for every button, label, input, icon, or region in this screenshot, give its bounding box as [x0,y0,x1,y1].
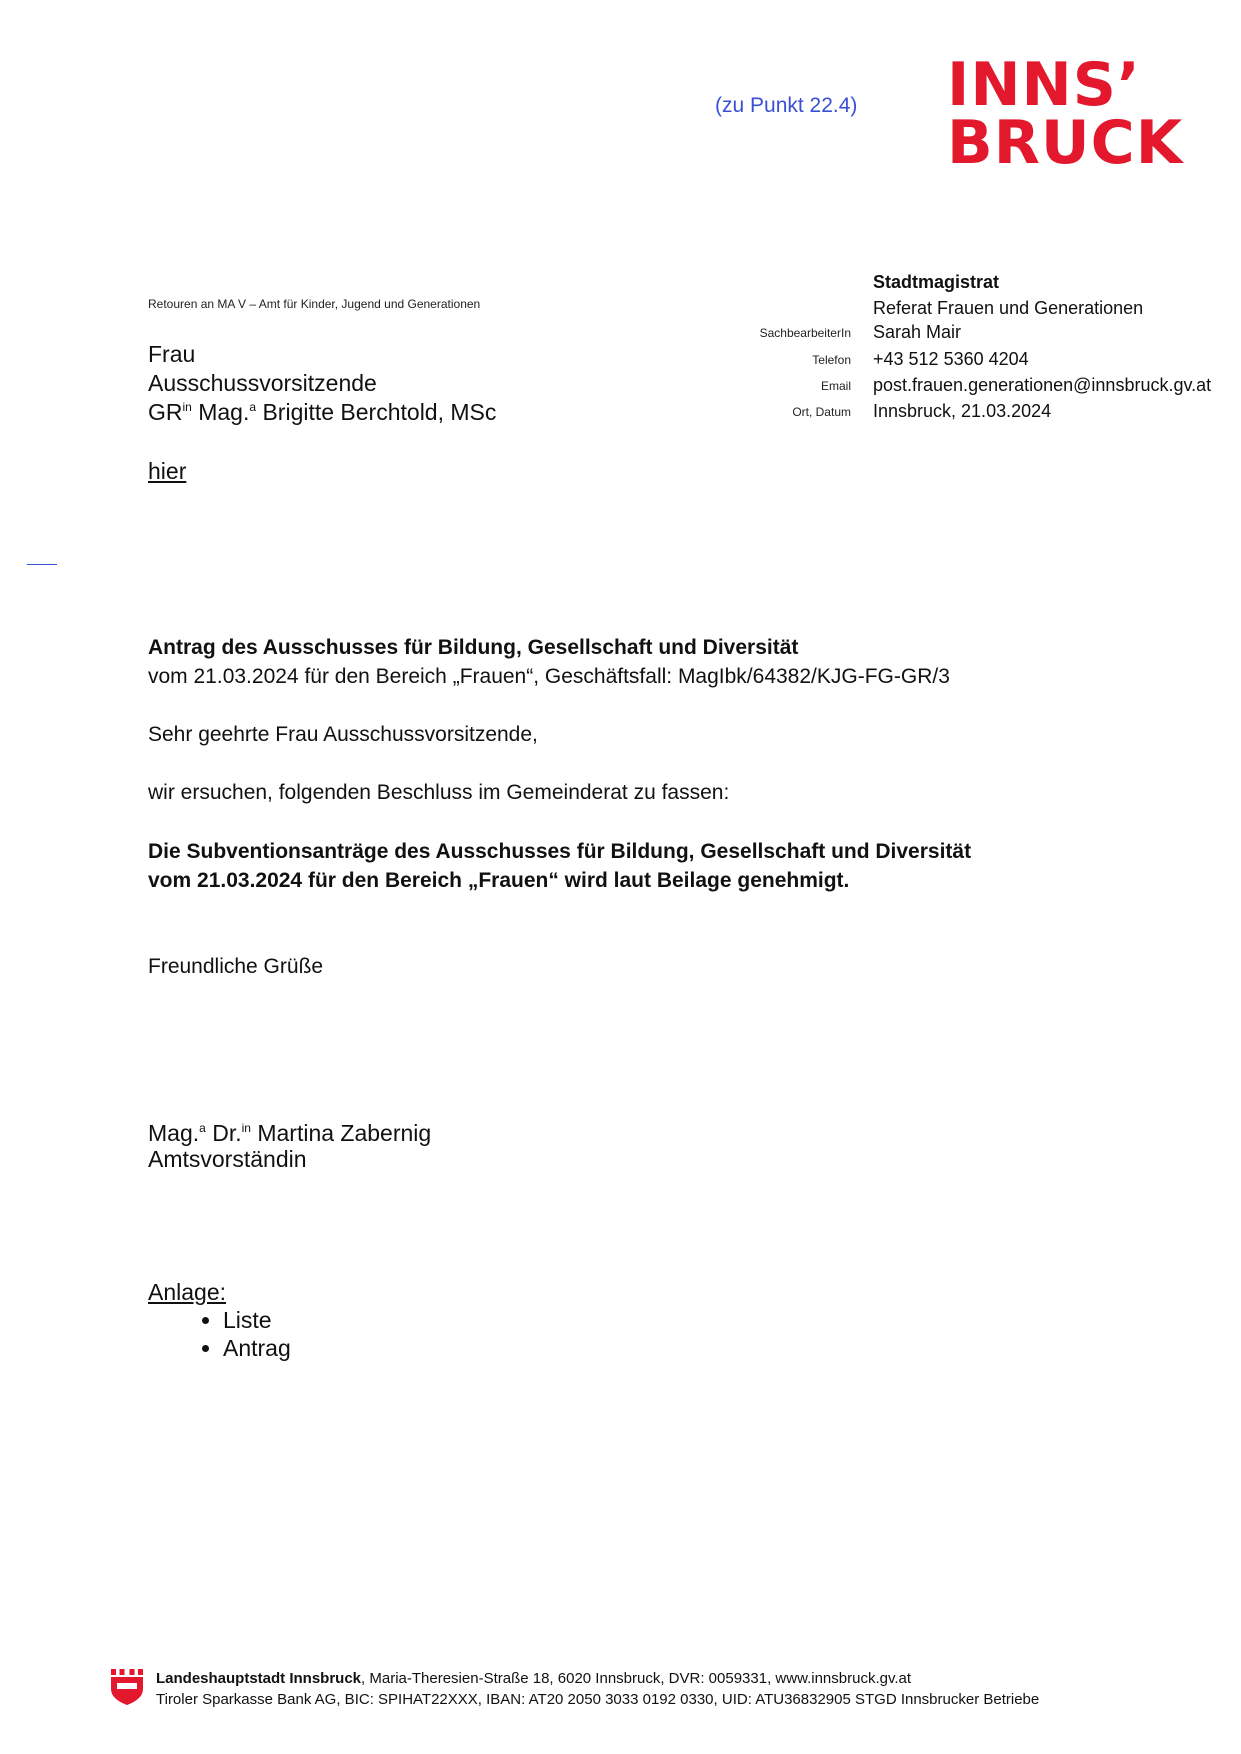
closing: Freundliche Grüße [148,955,324,978]
meta-label: SachbearbeiterIn [759,326,851,340]
city-emblem-icon [111,1669,143,1705]
meta-value: Innsbruck, 21.03.2024 [873,401,1052,421]
reference-note: (zu Punkt 22.4) [715,94,858,117]
sender-office: Stadtmagistrat [873,272,1000,292]
logo-line-1: INNS’ [947,50,1141,120]
footer [156,1668,1039,1710]
signer-function: Amtsvorständin [148,1146,307,1172]
meta-row-email [0,375,1241,401]
return-address: Retouren an MA V – Amt für Kinder, Jugend und Generationen [148,297,481,311]
recipient-salutation: Frau [148,341,196,367]
attachment-item: • Liste [223,1306,291,1334]
signature-block [148,1120,431,1172]
innsbruck-logo [947,50,1187,178]
signer-name-line [148,1120,431,1146]
title-gr: GR [148,399,183,425]
prefix-mag-sup: a [199,1121,206,1135]
meta-label: Ort, Datum [792,405,851,419]
recipient-name: Brigitte Berchtold, MSc [256,399,497,425]
logo-line-2: BRUCK [947,108,1184,178]
prefix-dr: Dr. [205,1120,242,1146]
title-mag: Mag. [191,399,250,425]
decision-line-2: vom 21.03.2024 für den Bereich „Frauen“ wird laut Beilage genehmigt. [148,869,850,892]
greeting: Sehr geehrte Frau Ausschussvorsitzende, [148,723,538,746]
title-gr-sup: in [182,400,192,414]
prefix-dr-sup: in [241,1121,251,1135]
subject-title: Antrag des Ausschusses für Bildung, Gesellschaft und Diversität [148,636,799,659]
meta-value: Sarah Mair [873,322,962,342]
decision-text [148,837,1108,895]
footer-bank: Tiroler Sparkasse Bank AG, BIC: SPIHAT22XXX, IBAN: AT20 2050 3033 0192 0330, UID: ATU36832905 STGD Innsbrucker Betriebe [156,1691,1040,1708]
meta-row-date [0,401,1241,427]
request-text: wir ersuchen, folgenden Beschluss im Gemeinderat zu fassen: [148,781,730,804]
attachment-item: • Antrag [223,1334,291,1362]
attachments-block [148,1278,291,1362]
subject-block [148,633,950,691]
fold-mark [27,564,57,565]
signer-name: Martina Zabernig [250,1120,432,1146]
footer-org: Landeshauptstadt Innsbruck [156,1670,362,1687]
decision-line-1: Die Subventionsanträge des Ausschusses für Bildung, Gesellschaft und Diversität [148,840,972,863]
delivery-note: hier [148,458,187,484]
meta-value: +43 512 5360 4204 [873,349,1029,369]
recipient-role: Ausschussvorsitzende [148,370,377,396]
footer-address: , Maria-Theresien-Straße 18, 6020 Innsbruck, DVR: 0059331, www.innsbruck.gv.at [361,1670,912,1687]
prefix-mag: Mag. [148,1120,200,1146]
attachments-list [148,1306,291,1362]
meta-value: post.frauen.generationen@innsbruck.gv.at [873,375,1212,395]
meta-row-phone [0,349,1241,375]
sender-department: Referat Frauen und Generationen [873,298,1144,318]
meta-label: Telefon [812,353,851,367]
title-mag-sup: a [249,400,257,414]
subject-line-2: vom 21.03.2024 für den Bereich „Frauen“, Geschäftsfall: MagIbk/64382/KJG-FG-GR/3 [148,665,950,688]
meta-row-clerk [0,322,1241,348]
footer-line-1 [156,1668,1039,1689]
meta-label: Email [820,379,851,393]
attachments-title: Anlage: [148,1279,227,1305]
